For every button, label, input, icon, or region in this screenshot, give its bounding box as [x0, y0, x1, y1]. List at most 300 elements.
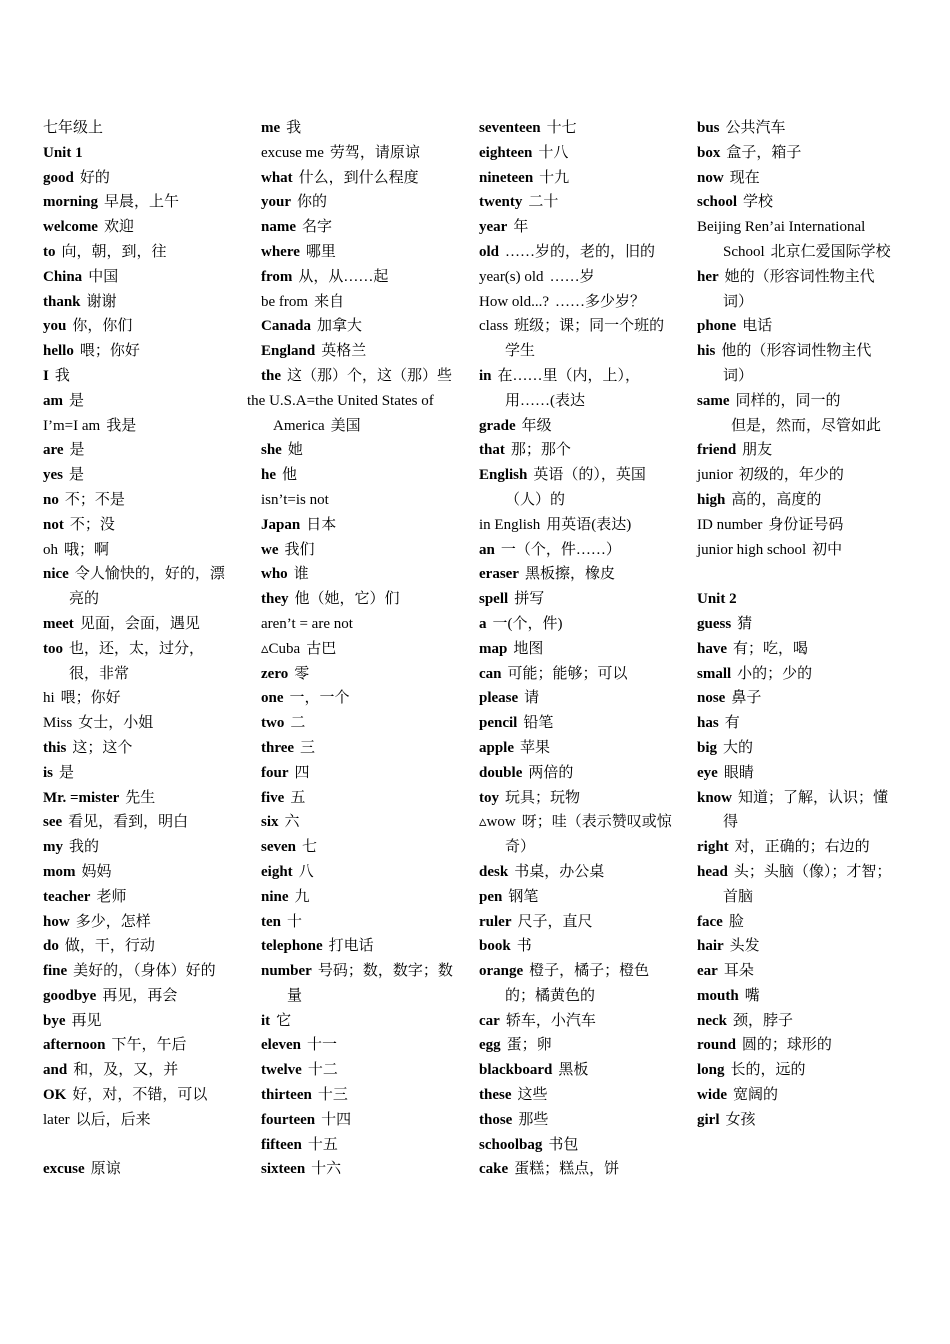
vocab-meaning: 黑板 — [558, 1062, 589, 1079]
vocab-meaning: 盒子，箱子 — [726, 144, 802, 161]
vocab-meaning: 原谅 — [90, 1161, 121, 1178]
vocab-meaning: 二十 — [528, 194, 559, 211]
vocab-word: nose — [697, 690, 726, 707]
vocab-meaning: 美好的，（身体）好的 — [73, 963, 216, 980]
vocab-entry — [479, 190, 674, 215]
vocab-entry — [697, 538, 892, 563]
vocab-entry — [43, 910, 233, 935]
vocab-meaning: 老师 — [96, 888, 127, 905]
vocab-meaning: 书包 — [548, 1136, 579, 1153]
vocab-meaning: 耳朵 — [723, 963, 754, 980]
vocab-word: we — [261, 541, 279, 558]
vocab-meaning: 不；不是 — [64, 491, 125, 508]
vocab-word: Canada — [261, 318, 312, 335]
vocab-entry — [43, 141, 233, 166]
vocab-meaning: 我们 — [284, 541, 315, 558]
vocab-meaning: 书桌，办公桌 — [514, 863, 605, 880]
vocab-meaning: 他 — [282, 467, 298, 484]
vocab-meaning: 十一 — [306, 1037, 337, 1054]
vocab-word: isn’t=is not — [261, 491, 329, 508]
vocab-meaning: 鼻子 — [731, 690, 762, 707]
vocab-meaning: ……多少岁？ — [555, 293, 646, 310]
vocab-word: 七年级上 — [43, 120, 104, 136]
vocab-entry — [697, 438, 892, 463]
vocab-entry — [43, 339, 233, 364]
vocab-entry — [479, 1009, 674, 1034]
vocab-word: hi — [43, 690, 55, 707]
continuation-text: 但是，然而，尽管如此 — [731, 417, 882, 434]
vocab-meaning: 在……里（内，上），用……(表达 — [497, 367, 641, 409]
vocab-entry — [697, 265, 892, 315]
vocab-meaning: 我 — [54, 367, 70, 384]
vocab-entry — [43, 364, 233, 389]
vocab-entry — [697, 959, 892, 984]
vocab-word: How old...? — [479, 293, 549, 310]
vocab-entry — [697, 1108, 892, 1133]
vocab-word: junior — [697, 467, 733, 484]
vocab-word: goodbye — [43, 987, 97, 1004]
vocab-meaning: 朋友 — [742, 442, 773, 459]
vocab-word: guess — [697, 615, 732, 632]
vocab-word: right — [697, 839, 729, 856]
vocab-entry — [261, 513, 461, 538]
vocab-word: know — [697, 789, 733, 806]
vocab-word: pen — [479, 888, 503, 905]
vocab-entry — [697, 587, 892, 612]
vocab-word: box — [697, 144, 721, 161]
vocab-entry — [479, 290, 674, 315]
vocab-meaning: 不；没 — [69, 516, 115, 533]
vocab-entry — [261, 1108, 461, 1133]
vocab-word: grade — [479, 417, 516, 434]
vocab-word: those — [479, 1111, 513, 1128]
vocab-word: pencil — [479, 715, 518, 732]
vocab-word: book — [479, 938, 511, 955]
vocab-entry — [261, 637, 461, 662]
vocab-meaning: 那；那个 — [510, 442, 571, 459]
vocab-entry — [479, 736, 674, 761]
vocab-entry — [697, 513, 892, 538]
vocab-word: your — [261, 194, 291, 211]
vocab-entry — [479, 612, 674, 637]
vocab-entry — [43, 265, 233, 290]
vocab-entry — [261, 835, 461, 860]
vocab-word: five — [261, 789, 285, 806]
vocab-word: high — [697, 491, 726, 508]
vocab-column-2 — [247, 116, 461, 1182]
vocab-column-1 — [43, 116, 233, 1182]
vocab-meaning: 十 — [287, 913, 303, 930]
vocab-meaning: 初级的，年少的 — [738, 467, 844, 484]
vocab-meaning: 哦；啊 — [64, 541, 110, 558]
vocab-word: it — [261, 1012, 271, 1029]
vocab-entry — [479, 116, 674, 141]
vocab-entry — [697, 910, 892, 935]
vocab-meaning: 头；头脑（像）；才智；首脑 — [723, 863, 892, 905]
vocab-entry — [261, 364, 461, 389]
vocab-meaning: 呀；哇（表示赞叹或惊奇） — [505, 814, 672, 856]
vocab-word: no — [43, 491, 59, 508]
vocab-meaning: 宽阔的 — [733, 1087, 779, 1104]
vocab-word: year(s) old — [479, 268, 544, 285]
vocab-meaning: 好的 — [79, 169, 110, 186]
vocab-word: good — [43, 169, 74, 186]
vocab-entry — [479, 538, 674, 563]
vocab-meaning: 地图 — [513, 640, 544, 657]
vocab-entry — [261, 711, 461, 736]
vocab-entry — [479, 463, 674, 513]
vocab-word: do — [43, 938, 59, 955]
vocab-word: meet — [43, 615, 74, 632]
vocab-word: cake — [479, 1161, 509, 1178]
vocab-word: afternoon — [43, 1037, 106, 1054]
vocab-entry — [697, 1083, 892, 1108]
vocab-word: me — [261, 120, 281, 136]
vocab-entry — [479, 215, 674, 240]
vocab-word: schoolbag — [479, 1136, 543, 1153]
vocab-meaning: 六 — [284, 814, 300, 831]
vocab-meaning: 轿车，小汽车 — [505, 1012, 596, 1029]
vocab-meaning: 可能；能够；可以 — [507, 665, 628, 682]
vocab-meaning: 号码；数，数字；数量 — [287, 963, 453, 1004]
vocab-word: number — [261, 963, 312, 980]
vocab-column-4 — [697, 116, 892, 1133]
vocab-meaning: 钢笔 — [508, 888, 539, 905]
vocab-entry — [261, 860, 461, 885]
vocab-word: wide — [697, 1087, 727, 1104]
vocab-word: nice — [43, 566, 69, 583]
vocab-word: these — [479, 1087, 512, 1104]
vocab-word: teacher — [43, 888, 91, 905]
vocab-entry — [43, 562, 233, 612]
vocab-word: nine — [261, 888, 289, 905]
vocab-entry — [43, 1108, 233, 1133]
vocab-word: round — [697, 1037, 736, 1054]
vocab-word: car — [479, 1012, 500, 1029]
vocab-meaning: 用英语(表达) — [546, 516, 632, 533]
vocab-entry — [479, 860, 674, 885]
vocab-meaning: 哪里 — [305, 243, 336, 260]
vocab-entry — [479, 910, 674, 935]
vocab-word: how — [43, 913, 70, 930]
vocab-meaning: 你的 — [297, 194, 328, 211]
vocab-meaning: 尺子，直尺 — [517, 913, 593, 930]
vocab-meaning: 十六 — [311, 1161, 342, 1178]
vocab-meaning: 名字 — [302, 219, 333, 236]
vocab-meaning: 十二 — [307, 1062, 338, 1079]
vocab-entry — [43, 488, 233, 513]
vocab-meaning: 一，一个 — [289, 690, 350, 707]
vocab-word: mom — [43, 863, 76, 880]
vocab-meaning: 二 — [290, 715, 306, 732]
vocab-meaning: 看见，看到，明白 — [68, 814, 189, 831]
vocab-word: in — [479, 367, 492, 384]
blank-line — [697, 562, 892, 587]
vocab-entry — [479, 265, 674, 290]
vocab-meaning: 早晨，上午 — [104, 194, 180, 211]
vocab-word: twenty — [479, 194, 523, 211]
vocab-word: seven — [261, 839, 296, 856]
vocab-meaning: 眼睛 — [723, 764, 754, 781]
vocab-entry — [479, 414, 674, 439]
vocab-meaning: 谁 — [293, 566, 309, 583]
vocab-word: thank — [43, 293, 81, 310]
vocab-word: this — [43, 739, 67, 756]
vocab-word: girl — [697, 1111, 720, 1128]
vocab-meaning: 做，干，行动 — [64, 938, 155, 955]
vocab-meaning: 是 — [69, 467, 85, 484]
vocab-word: fine — [43, 963, 68, 980]
vocab-word: ID number — [697, 516, 763, 533]
vocab-entry — [43, 786, 233, 811]
vocab-word: please — [479, 690, 519, 707]
vocab-meaning: 和，及，又，并 — [73, 1062, 179, 1079]
vocab-word: school — [697, 194, 738, 211]
vocab-meaning: 日本 — [306, 516, 337, 533]
vocab-meaning: 以后，后来 — [75, 1111, 151, 1128]
vocab-entry — [697, 761, 892, 786]
vocab-entry — [479, 141, 674, 166]
vocab-entry — [479, 240, 674, 265]
vocab-word: big — [697, 739, 718, 756]
vocab-meaning: 这些 — [517, 1087, 548, 1104]
vocab-word: mouth — [697, 987, 739, 1004]
vocab-entry — [697, 934, 892, 959]
vocab-word: see — [43, 814, 63, 831]
vocab-entry — [697, 215, 892, 265]
vocab-entry — [261, 438, 461, 463]
vocab-meaning: 女士，小姐 — [78, 715, 154, 732]
vocab-word: ▵wow — [479, 814, 516, 831]
vocab-meaning: 年 — [513, 219, 529, 236]
vocab-meaning: 七 — [302, 839, 318, 856]
vocab-entry — [261, 786, 461, 811]
vocab-entry — [697, 463, 892, 488]
vocab-meaning: 请 — [524, 690, 540, 707]
blank-line — [43, 1133, 233, 1158]
vocab-meaning: 零 — [294, 665, 310, 682]
vocab-meaning: 你，你们 — [72, 318, 133, 335]
vocab-word: hello — [43, 343, 74, 360]
vocab-entry — [43, 885, 233, 910]
vocab-meaning: 班级；课；同一个班的学生 — [505, 318, 665, 360]
vocab-word: excuse me — [261, 144, 324, 161]
vocab-meaning: 再见，再会 — [102, 987, 178, 1004]
vocab-meaning: 令人愉快的，好的，漂亮的 — [69, 566, 225, 608]
vocab-entry — [697, 860, 892, 910]
vocab-entry — [261, 166, 461, 191]
vocab-entry — [261, 934, 461, 959]
vocab-entry — [43, 835, 233, 860]
vocab-entry — [697, 1033, 892, 1058]
vocab-entry — [479, 786, 674, 811]
vocab-word: Beijing Ren’ai International School — [697, 219, 866, 260]
vocab-entry — [43, 414, 233, 439]
vocab-word: English — [479, 467, 528, 484]
vocab-word: zero — [261, 665, 289, 682]
vocab-meaning: 十四 — [321, 1111, 352, 1128]
vocab-word: what — [261, 169, 293, 186]
vocab-entry — [479, 686, 674, 711]
vocab-word: ten — [261, 913, 281, 930]
vocab-meaning: 她 — [287, 442, 303, 459]
vocab-entry — [697, 1009, 892, 1034]
vocab-meaning: ……岁的，老的，旧的 — [505, 243, 656, 260]
vocab-meaning: 有；吃，喝 — [733, 640, 809, 657]
vocab-word: England — [261, 343, 316, 360]
vocab-meaning: 知道；了解，认识；懂得 — [723, 789, 889, 831]
vocab-meaning: 蛋；卵 — [506, 1037, 552, 1054]
vocab-meaning: 他（她，它）们 — [294, 591, 400, 608]
vocab-meaning: 五 — [290, 789, 306, 806]
vocab-entry — [479, 885, 674, 910]
vocab-entry — [479, 1133, 674, 1158]
vocab-entry — [43, 190, 233, 215]
vocab-word: an — [479, 541, 495, 558]
vocab-meaning: 加拿大 — [317, 318, 363, 335]
vocab-entry — [261, 1133, 461, 1158]
vocab-word: am — [43, 392, 63, 409]
vocab-meaning: 高的，高度的 — [731, 491, 822, 508]
vocab-word: my — [43, 839, 63, 856]
vocab-meaning: 女孩 — [725, 1111, 756, 1128]
vocab-entry — [261, 736, 461, 761]
vocab-entry — [697, 835, 892, 860]
vocab-word: map — [479, 640, 508, 657]
vocab-word: orange — [479, 963, 524, 980]
vocab-meaning: 十七 — [546, 120, 577, 136]
vocab-entry — [261, 587, 461, 612]
vocab-entry — [697, 736, 892, 761]
vocab-entry — [261, 538, 461, 563]
vocab-meaning: 向，朝，到，往 — [61, 243, 167, 260]
vocab-meaning: 美国 — [330, 417, 361, 434]
vocab-meaning: 再见 — [71, 1012, 102, 1029]
vocab-entry — [261, 290, 461, 315]
vocab-entry — [261, 314, 461, 339]
vocab-entry — [43, 959, 233, 984]
vocab-entry — [697, 141, 892, 166]
vocab-word: six — [261, 814, 279, 831]
vocab-entry — [261, 1058, 461, 1083]
vocab-entry — [479, 314, 674, 364]
vocab-entry — [261, 810, 461, 835]
vocab-word: ruler — [479, 913, 512, 930]
vocab-meaning: 先生 — [125, 789, 156, 806]
vocab-entry — [43, 438, 233, 463]
vocab-word: Miss — [43, 715, 73, 732]
vocab-entry — [43, 810, 233, 835]
vocab-word: eight — [261, 863, 293, 880]
vocab-meaning: 古巴 — [306, 640, 337, 657]
vocab-meaning: 两倍的 — [528, 764, 574, 781]
vocab-meaning: 黑板擦，橡皮 — [524, 566, 615, 583]
vocab-entry — [479, 662, 674, 687]
vocab-word: Unit 1 — [43, 144, 83, 161]
vocab-word: be from — [261, 293, 309, 310]
vocab-word: fifteen — [261, 1136, 302, 1153]
vocab-meaning: 北京仁爱国际学校 — [770, 243, 891, 260]
vocab-word: can — [479, 665, 502, 682]
vocab-entry — [261, 488, 461, 513]
vocab-word: sixteen — [261, 1161, 306, 1178]
vocab-meaning: 玩具；玩物 — [505, 789, 581, 806]
vocab-word: eraser — [479, 566, 519, 583]
vocab-word: spell — [479, 591, 509, 608]
vocab-meaning: 打电话 — [328, 938, 374, 955]
vocab-entry — [479, 810, 674, 860]
vocab-meaning: 一(个，件) — [492, 615, 563, 632]
vocab-entry — [479, 959, 674, 1009]
vocab-entry — [43, 463, 233, 488]
vocab-word: later — [43, 1111, 70, 1128]
vocab-meaning: 猜 — [737, 615, 753, 632]
vocab-word: welcome — [43, 219, 98, 236]
vocab-word: excuse — [43, 1161, 85, 1178]
vocab-word: friend — [697, 442, 737, 459]
vocab-entry — [43, 1083, 233, 1108]
vocab-meaning: 是 — [69, 442, 85, 459]
vocab-word: have — [697, 640, 727, 657]
vocab-entry — [479, 587, 674, 612]
vocab-meaning: 大的 — [723, 739, 754, 756]
vocab-word: now — [697, 169, 724, 186]
vocab-entry — [261, 1083, 461, 1108]
vocab-word: egg — [479, 1037, 501, 1054]
vocab-meaning: 学校 — [743, 194, 774, 211]
vocab-meaning: 这；这个 — [72, 739, 133, 756]
vocab-meaning: 喂；你好 — [79, 343, 140, 360]
vocab-meaning: 它 — [276, 1012, 292, 1029]
vocab-word: thirteen — [261, 1087, 312, 1104]
vocab-meaning: 十五 — [307, 1136, 338, 1153]
vocab-meaning: 好，对，不错，可以 — [72, 1087, 208, 1104]
vocab-meaning: 公共汽车 — [725, 120, 786, 136]
vocab-word: his — [697, 343, 716, 360]
vocab-meaning: 年级 — [521, 417, 552, 434]
vocab-word: oh — [43, 541, 58, 558]
vocab-word: eleven — [261, 1037, 301, 1054]
vocab-entry — [43, 711, 233, 736]
vocab-meaning: 是 — [59, 764, 75, 781]
vocab-entry — [43, 860, 233, 885]
vocab-entry — [43, 736, 233, 761]
vocab-entry — [479, 711, 674, 736]
vocab-word: double — [479, 764, 523, 781]
vocab-meaning: 喂；你好 — [60, 690, 121, 707]
vocab-word: you — [43, 318, 67, 335]
vocab-entry — [697, 686, 892, 711]
vocab-entry — [479, 1083, 674, 1108]
vocab-entry — [697, 488, 892, 513]
vocab-entry — [479, 1058, 674, 1083]
vocab-word: blackboard — [479, 1062, 553, 1079]
vocab-meaning: 什么，到什么程度 — [298, 169, 419, 186]
vocab-entry — [43, 934, 233, 959]
vocab-entry — [697, 637, 892, 662]
vocab-word: from — [261, 268, 293, 285]
vocab-entry — [479, 562, 674, 587]
vocab-meaning: 九 — [294, 888, 310, 905]
vocab-meaning: 小的；少的 — [737, 665, 813, 682]
vocab-word: nineteen — [479, 169, 534, 186]
vocab-meaning: 中国 — [88, 268, 119, 285]
vocab-meaning: 对，正确的；右边的 — [734, 839, 870, 856]
vocab-meaning: 有 — [724, 715, 740, 732]
vocab-entry — [697, 414, 892, 439]
vocab-word: face — [697, 913, 723, 930]
vocab-entry — [261, 240, 461, 265]
